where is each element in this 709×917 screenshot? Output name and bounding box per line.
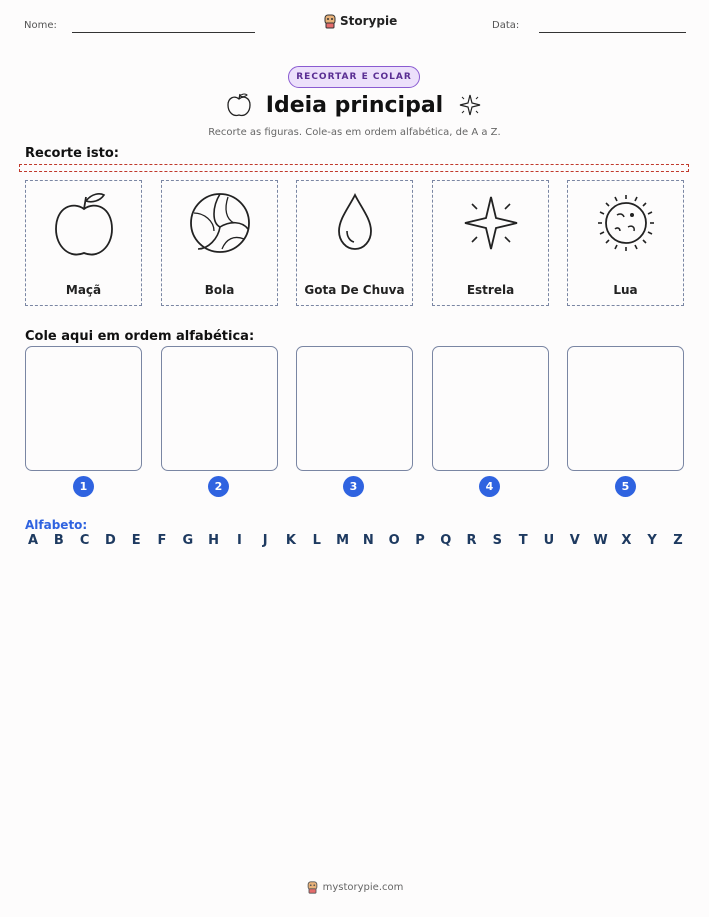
paste-box-3[interactable] [296,346,413,471]
number-badge: 2 [208,476,229,497]
cut-card-raindrop[interactable] [296,180,413,306]
number-badge: 5 [615,476,636,497]
number-badge: 4 [479,476,500,497]
apple-icon [48,187,120,259]
alphabet-letter: O [388,533,400,548]
number-badge: 1 [73,476,94,497]
card-label: Gota De Chuva [304,283,405,297]
alphabet-row [25,533,686,548]
alphabet-letter: Q [440,533,452,548]
brand-name: Storypie [340,14,398,28]
footer-url[interactable]: mystorypie.com [322,881,404,893]
alphabet-letter: X [621,533,632,548]
brand-logo [323,13,397,29]
alphabet-letter: U [543,533,555,548]
alphabet-letter: H [208,533,220,548]
moon-icon [590,187,662,259]
alphabet-letter: Z [673,533,683,548]
alphabet-letter: L [312,533,321,548]
alphabet-letter: E [131,533,141,548]
cut-card-apple[interactable] [25,180,142,306]
alphabet-letter: G [182,533,194,548]
card-label: Bola [204,283,235,297]
instructions: Recorte as figuras. Cole-as em ordem alfabética, de A a Z. [208,127,501,138]
date-label: Data: [492,20,520,31]
card-label: Estrela [466,283,515,297]
paste-section-label: Cole aqui em ordem alfabética: [25,329,255,344]
alphabet-letter: P [415,533,425,548]
alphabet-letter: Y [647,533,657,548]
paste-box-5[interactable] [567,346,684,471]
alphabet-letter: B [53,533,64,548]
paste-box-4[interactable] [432,346,549,471]
number-badge: 3 [343,476,364,497]
mascot-icon [306,880,319,894]
cut-line [19,164,689,172]
raindrop-icon [319,187,391,259]
alphabet-title: Alfabeto: [25,518,88,532]
activity-badge: RECORTAR E COLAR [288,66,420,88]
alphabet-letter: M [336,533,350,548]
cut-card-ball[interactable] [161,180,278,306]
footer [0,880,709,894]
page-title: Ideia principal [265,92,444,118]
paste-box-2[interactable] [161,346,278,471]
alphabet-letter: I [236,533,242,548]
card-label: Lua [613,283,638,297]
card-label: Maçã [65,283,102,297]
sparkle-icon [457,92,483,118]
mascot-icon [323,13,337,29]
alphabet-letter: S [492,533,503,548]
volleyball-icon [184,187,256,259]
cut-card-star[interactable] [432,180,549,306]
alphabet-letter: D [104,533,116,548]
alphabet-letter: N [362,533,374,548]
apple-icon [226,91,252,119]
cut-card-moon[interactable] [567,180,684,306]
name-label: Nome: [24,20,57,31]
alphabet-letter: K [285,533,296,548]
alphabet-letter: F [157,533,167,548]
title-row [0,91,709,119]
alphabet-letter: T [518,533,528,548]
alphabet-letter: J [262,533,268,548]
alphabet-letter: R [466,533,477,548]
star-icon [455,187,527,259]
alphabet-letter: A [27,533,39,548]
name-field[interactable] [72,32,255,33]
alphabet-letter: V [569,533,580,548]
paste-box-1[interactable] [25,346,142,471]
date-field[interactable] [539,32,686,33]
cut-section-label: Recorte isto: [25,146,119,161]
alphabet-letter: W [593,533,608,548]
alphabet-letter: C [79,533,90,548]
